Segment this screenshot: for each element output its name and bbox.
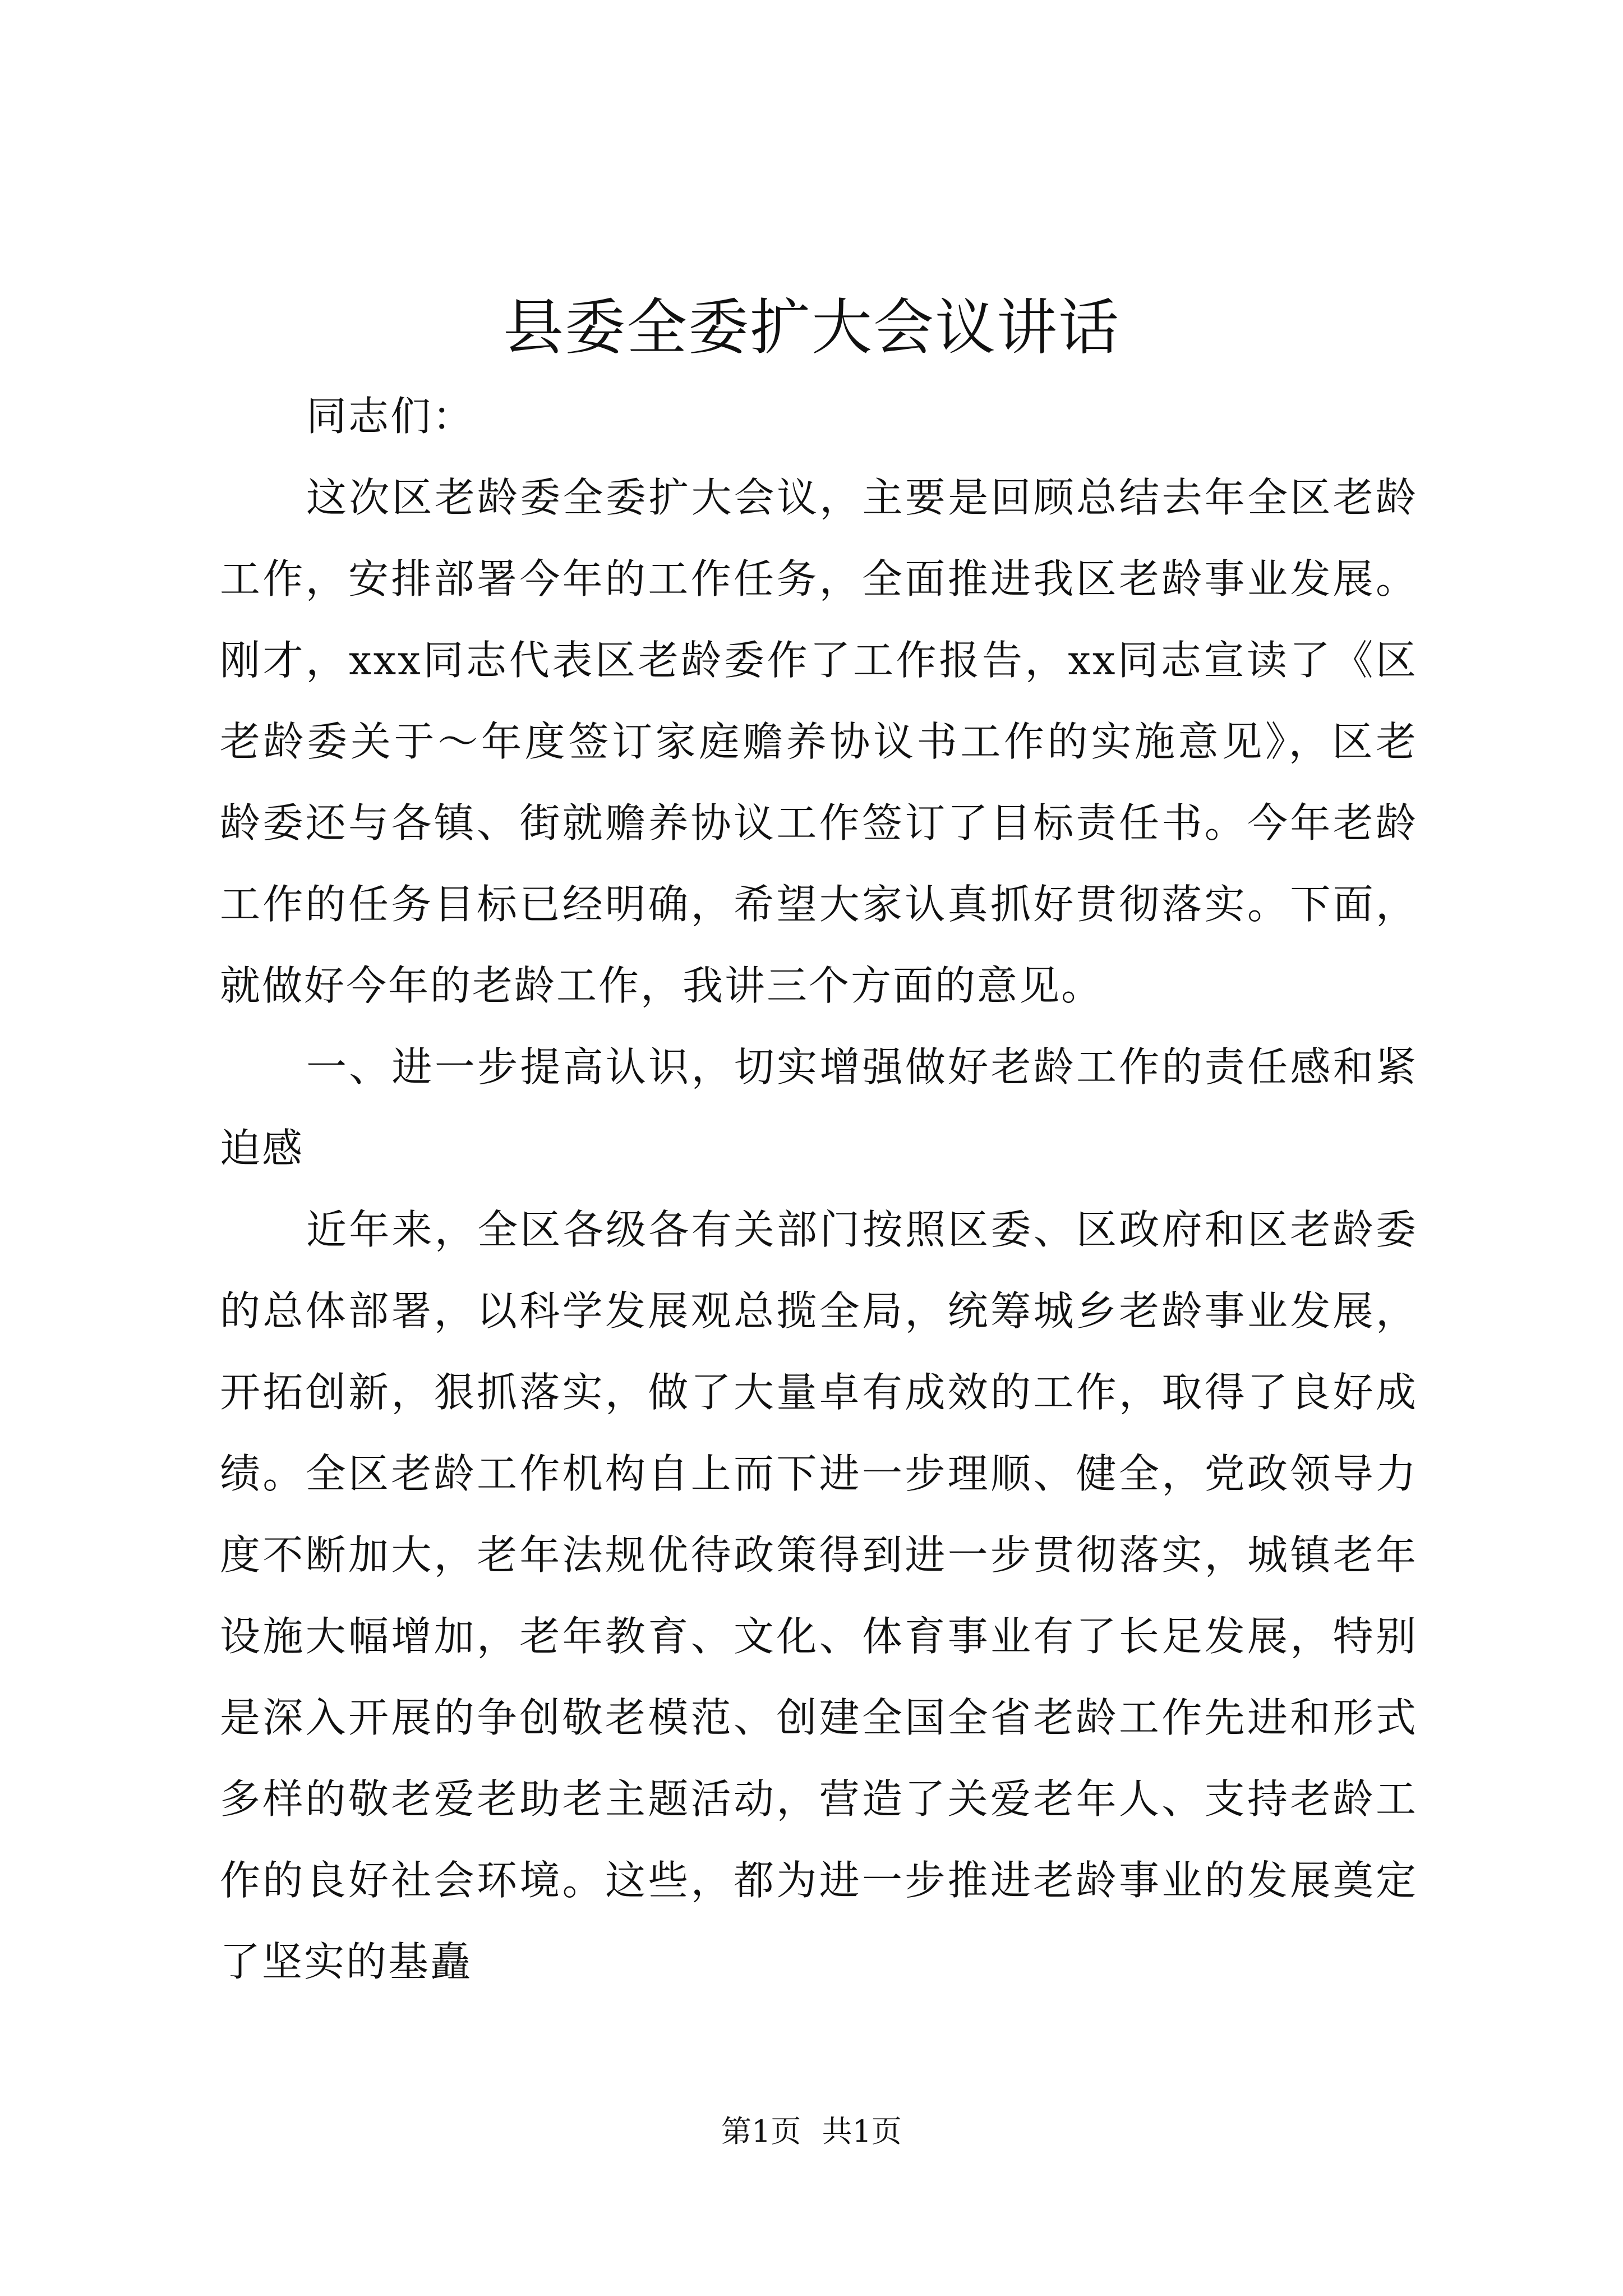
page-total: 共1页 [822, 2114, 902, 2149]
body-paragraph: 近年来，全区各级各有关部门按照区委、区政府和区老龄委的总体部署，以科学发展观总揽全局，统筹城乡老龄事业发展，开拓创新，狠抓落实，做了大量卓有成效的工作，取得了良好成绩。全区老龄工作机构自上而下进一步理顺、健全，党政领导力度不断加大，老年法规优待政策得到进一步贯彻落实，城镇老年设施大幅增加，老年教育、文化、体育事业有了长足发展，特别是深入开展的争创敬老模范、创建全国全省老龄工作先进和形式多样的敬老爱老助老主题活动，营造了关爱老年人、支持老龄工作的良好社会环境。这些，都为进一步推进老龄事业的发展奠定了坚实的基矗 [220, 1206, 1418, 1985]
greeting-paragraph: 同志们： [306, 393, 475, 440]
section-heading-1: 一、进一步提高认识，切实增强做好老龄工作的责任感和紧迫感 [220, 1043, 1418, 1172]
page-number: 第1页 [721, 2114, 801, 2149]
document-body [220, 376, 1418, 2003]
intro-paragraph: 这次区老龄委全委扩大会议，主要是回顾总结去年全区老龄工作，安排部署今年的工作任务，全面推进我区老龄事业发展。刚才，xxx同志代表区老龄委作了工作报告，xx同志宣读了《区老龄委关于～年度签订家庭赡养协议书工作的实施意见》，区老龄委还与各镇、街就赡养协议工作签订了目标责任书。今年老龄工作的任务目标已经明确，希望大家认真抓好贯彻落实。下面，就做好今年的老龄工作，我讲三个方面的意见。 [220, 474, 1418, 1009]
document-title: 县委全委扩大会议讲话 [502, 293, 1120, 363]
page-footer [0, 2112, 1623, 2151]
